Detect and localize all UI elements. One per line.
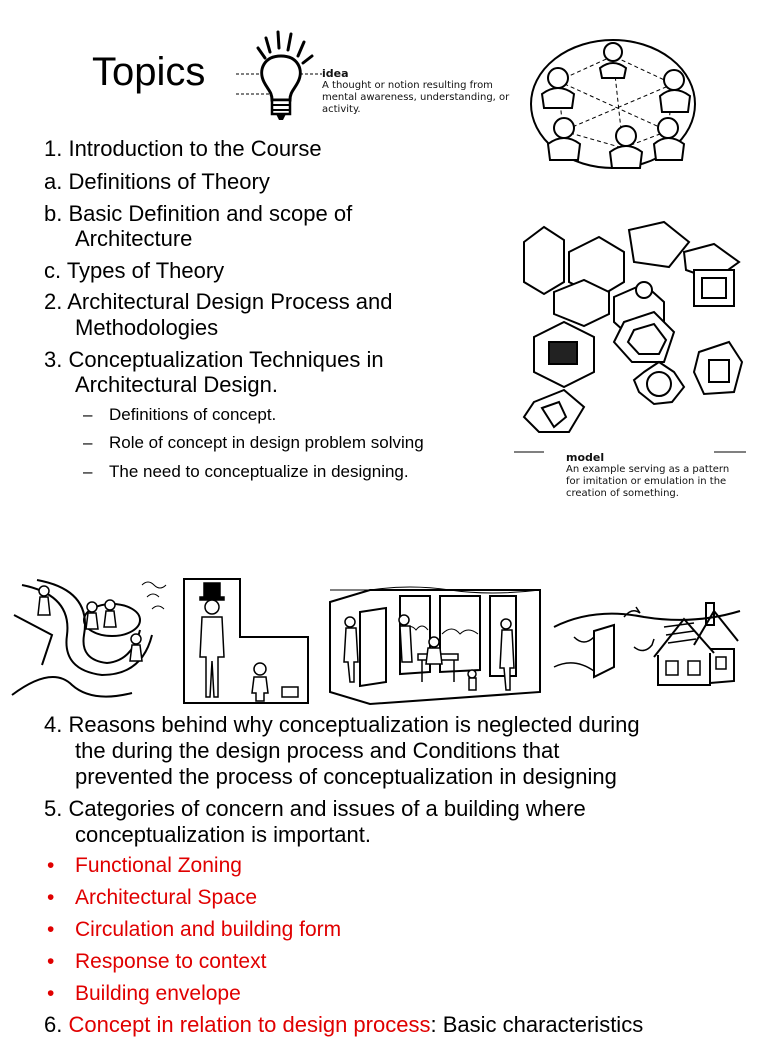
outline-item: a. Definitions of Theory [44,169,270,194]
page-title: Topics [92,50,206,94]
sub-item: – Definitions of concept. [83,405,277,424]
house-interior-sketch [330,582,542,706]
red-bullet-item: • Functional Zoning [47,854,242,877]
outline-item-last: 6. Concept in relation to design process: Basic characteristics [44,1012,644,1037]
red-bullet-item: • Building envelope [47,982,241,1005]
sub-item: – The need to conceptualize in designing. [83,462,409,481]
idea-def-line: activity. [322,104,361,115]
outline-item: 3. Conceptualization Techniques in [44,347,384,372]
bullet-glyph: • [47,854,55,877]
bullet-glyph: • [47,982,55,1005]
outline-item: the during the design process and Conditions that [75,738,560,763]
model-def-line: An example serving as a pattern [566,464,730,475]
dash-glyph: – [83,433,93,452]
model-caption [566,452,729,500]
outline-item: 5. Categories of concern and issues of a building where [44,796,586,821]
outline-item: prevented the process of conceptualization in designing [75,764,617,789]
outline-item: conceptualization is important. [75,822,371,847]
dash-glyph: – [83,462,93,481]
people-circle-sketch [528,36,698,170]
red-phrase: Concept in relation to design process [68,1012,431,1037]
figures-in-room-sketch [182,577,310,705]
bullet-glyph: • [47,950,55,973]
outline-item: c. Types of Theory [44,258,225,283]
lightbulb-sketch [236,30,326,130]
outline-item: Architecture [75,226,193,251]
building-models-sketch [514,222,746,456]
red-bullet-item: • Response to context [47,950,267,973]
outline-item: b. Basic Definition and scope of [44,201,353,226]
dash-glyph: – [83,405,93,424]
outline-item: 1. Introduction to the Course [44,136,322,161]
bullet-glyph: • [47,918,55,941]
sub-item: – Role of concept in design problem solving [83,433,424,452]
outline-item: Architectural Design. [75,372,278,397]
idea-def-line: A thought or notion resulting from [322,80,493,91]
idea-term: idea [322,67,349,80]
model-term: model [566,451,605,464]
idea-def-line: mental awareness, understanding, or [322,92,510,103]
bullet-glyph: • [47,886,55,909]
model-def-line: creation of something. [566,488,679,499]
red-bullet-item: • Architectural Space [47,886,258,909]
outline-item: Methodologies [75,315,219,340]
idea-caption [322,68,509,116]
model-def-line: for imitation or emulation in the [566,476,727,487]
houses-sketch [554,597,742,693]
outline-item: 2. Architectural Design Process and [44,289,393,314]
red-bullet-item: • Circulation and building form [47,918,342,941]
spiral-ramp-sketch [12,575,170,707]
outline-item: 4. Reasons behind why conceptualization is neglected during [44,712,640,737]
